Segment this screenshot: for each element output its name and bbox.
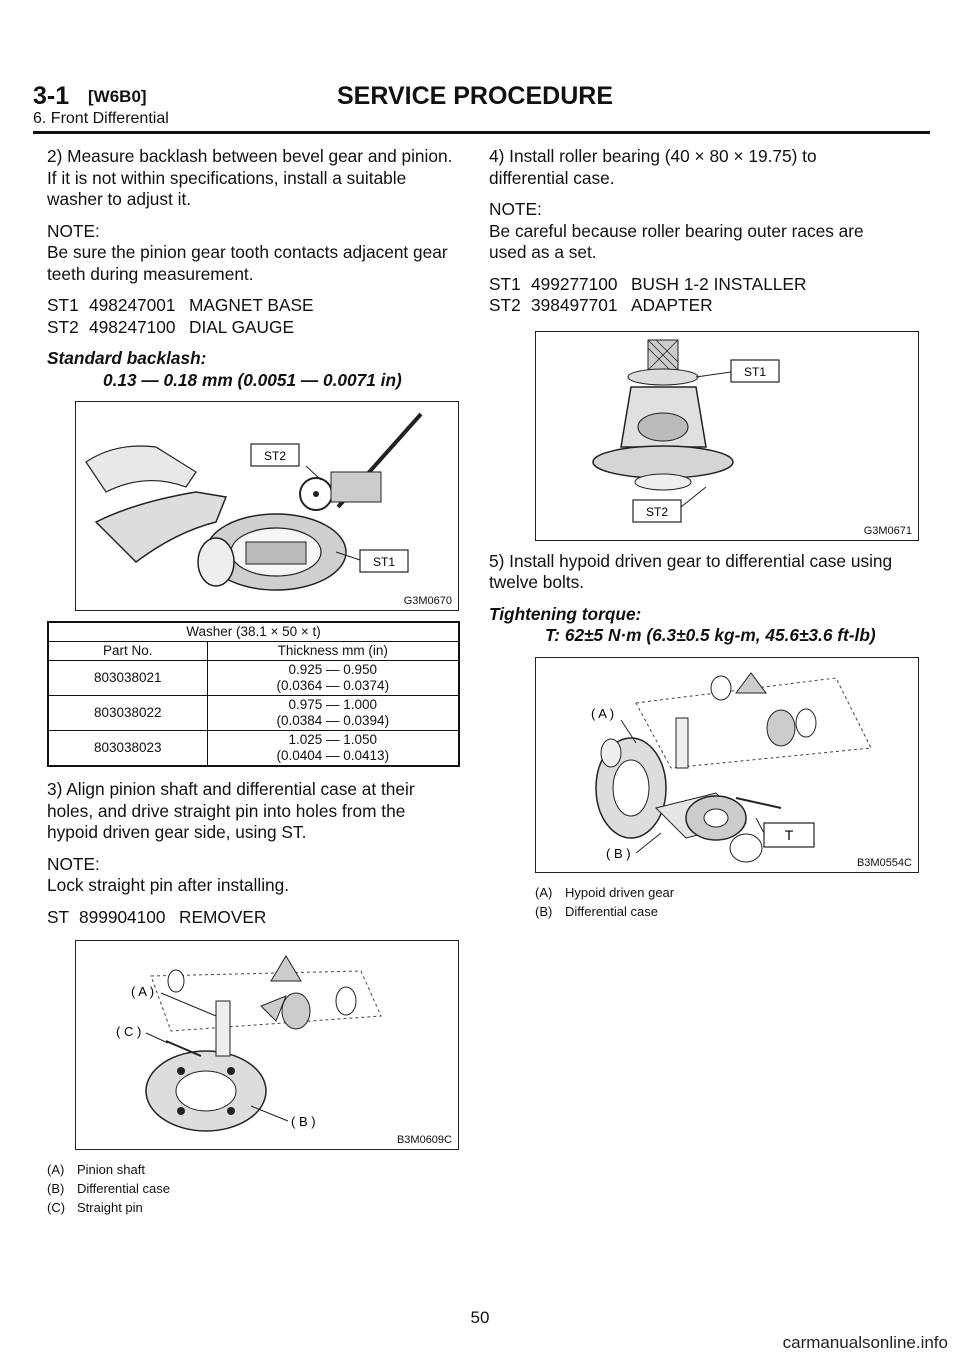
right-column bbox=[489, 146, 912, 921]
section-number: 3-1 bbox=[33, 82, 70, 110]
note-3-text: Lock straight pin after installing. bbox=[47, 875, 290, 895]
page-number: 50 bbox=[470, 1308, 490, 1327]
page-title: SERVICE PROCEDURE bbox=[337, 82, 613, 110]
spec-value: T: 62±5 N·m (6.3±0.5 kg-m, 45.6±3.6 ft-lb) bbox=[545, 625, 876, 645]
figure-hypoid-gear bbox=[535, 657, 919, 873]
left-column bbox=[47, 146, 460, 1217]
watermark: carmanualsonline.info bbox=[782, 1333, 948, 1352]
fig4-b-label: ( B ) bbox=[606, 845, 631, 861]
tool-row: ST2 498247100 DIAL GAUGE bbox=[47, 316, 294, 337]
tool-row: ST1 498247001 MAGNET BASE bbox=[47, 295, 314, 315]
spec-label: Tightening torque: bbox=[489, 603, 642, 624]
table-row: 803038021 0.925 — 0.950 (0.0364 — 0.0374) bbox=[48, 661, 459, 696]
header-rule bbox=[33, 131, 930, 134]
figure-code: G3M0671 bbox=[863, 524, 912, 537]
step-5-text: 5) Install hypoid driven gear to differential case using twelve bolts. bbox=[489, 550, 893, 592]
fig4-t-label: T bbox=[784, 826, 794, 843]
figure-code: B3M0609C bbox=[396, 1134, 452, 1146]
figure-roller-bearing bbox=[535, 331, 919, 541]
hypoid-gear-illustration bbox=[536, 658, 918, 872]
spec-label: Standard backlash: bbox=[47, 348, 207, 368]
step-2-text: 2) Measure backlash between bevel gear and pinion. If it is not within specifications, install a suitable washer to adjust it. bbox=[47, 146, 453, 209]
fig2-a-label: ( A ) bbox=[131, 984, 155, 999]
fig1-st2-label: ST2 bbox=[263, 449, 287, 463]
figure-backlash-measurement bbox=[75, 401, 459, 611]
note-2-text: Be sure the pinion gear tooth contacts adjacent gear teeth during measurement. bbox=[47, 242, 448, 284]
spec-value: 0.13 — 0.18 mm (0.0051 — 0.0071 in) bbox=[103, 369, 402, 390]
legend-item: (C) Straight pin bbox=[47, 1200, 143, 1215]
tool-row: ST2 398497701 ADAPTER bbox=[489, 295, 713, 315]
fig3-st1-label: ST1 bbox=[743, 364, 767, 379]
tool-row: ST 899904100 REMOVER bbox=[47, 906, 267, 927]
table-header: Part No. bbox=[48, 642, 207, 661]
section-code: [W6B0] bbox=[88, 87, 147, 106]
legend-item: (B) Differential case bbox=[535, 903, 658, 919]
figure-pinion-shaft bbox=[75, 940, 459, 1150]
fig1-st1-label: ST1 bbox=[372, 555, 396, 569]
washer-table bbox=[47, 621, 460, 767]
tool-list-step-4 bbox=[489, 274, 899, 317]
table-row: 803038022 0.975 — 1.000 (0.0384 — 0.0394) bbox=[48, 696, 459, 731]
legend-item: (A) Pinion shaft bbox=[47, 1162, 145, 1177]
tool-row: ST1 499277100 BUSH 1-2 INSTALLER bbox=[489, 273, 807, 294]
pinion-shaft-illustration bbox=[76, 941, 458, 1149]
legend-item: (A) Hypoid driven gear bbox=[535, 884, 675, 900]
fig4-a-label: ( A ) bbox=[591, 705, 615, 721]
note-4-text: Be careful because roller bearing outer races are used as a set. bbox=[489, 220, 864, 262]
fig3-st2-label: ST2 bbox=[645, 504, 669, 519]
table-header: Thickness mm (in) bbox=[207, 642, 459, 661]
fig2-c-label: ( C ) bbox=[116, 1024, 142, 1039]
note-label: NOTE: bbox=[47, 853, 100, 874]
note-label: NOTE: bbox=[47, 220, 100, 241]
fig2-b-label: ( B ) bbox=[291, 1114, 316, 1129]
figure-2-legend bbox=[47, 1160, 460, 1217]
step-3-text: 3) Align pinion shaft and differential case at their holes, and drive straight pin into holes from the hypoid driven gear side, using ST. bbox=[47, 779, 415, 842]
table-row: 803038023 1.025 — 1.050 (0.0404 — 0.0413) bbox=[48, 731, 459, 767]
backlash-illustration bbox=[76, 402, 458, 610]
page-subtitle: 6. Front Differential bbox=[33, 110, 169, 127]
note-label: NOTE: bbox=[489, 199, 542, 219]
step-4-text: 4) Install roller bearing (40 × 80 × 19.75) to differential case. bbox=[489, 146, 817, 188]
table-caption: Washer (38.1 × 50 × t) bbox=[48, 622, 459, 642]
legend-item: (B) Differential case bbox=[47, 1181, 170, 1196]
figure-code: G3M0670 bbox=[403, 595, 452, 607]
tool-list-step-2 bbox=[47, 295, 460, 338]
roller-bearing-illustration bbox=[536, 332, 918, 540]
figure-4-legend bbox=[535, 883, 899, 921]
figure-code: B3M0554C bbox=[856, 856, 912, 869]
